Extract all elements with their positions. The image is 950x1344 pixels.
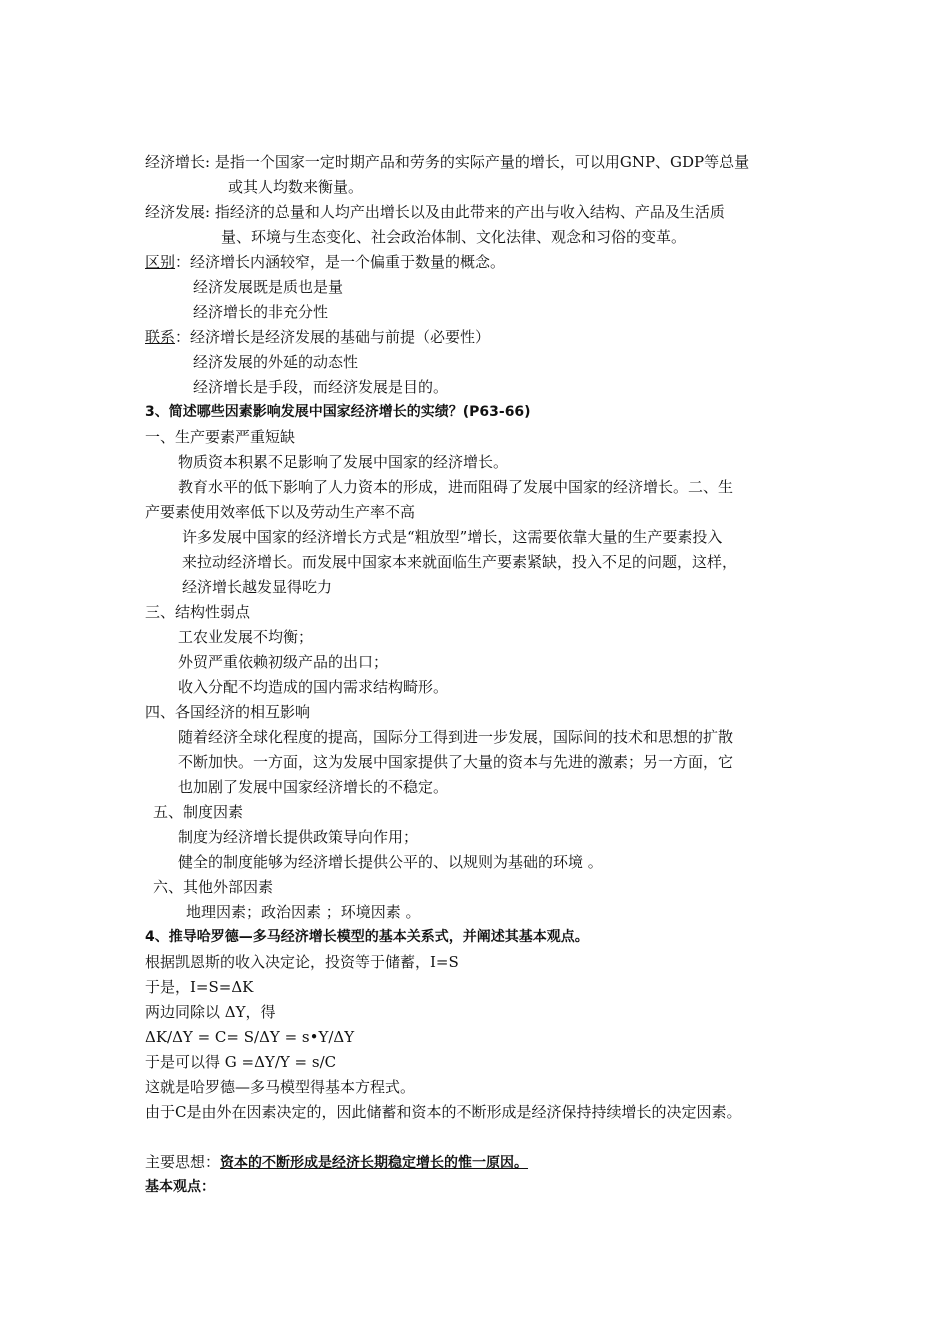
difference-item-1: 经济增长内涵较窄，是一个偏重于数量的概念。: [190, 253, 506, 271]
relation-colon: ：: [175, 328, 191, 346]
q3-section5-item-2: 健全的制度能够为经济增长提供公平的、以规则为基础的环境 。: [178, 853, 603, 871]
q3-section5-heading: 五、制度因素: [153, 803, 244, 821]
relation-item-3: 经济增长是手段，而经济发展是目的。: [193, 378, 449, 396]
q3-section1-para2-line2: 产要素使用效率低下以及劳动生产率不高: [145, 503, 416, 521]
q4-growth-formula-line: 于是可以得 G =ΔY/Y = s/C: [145, 1053, 337, 1071]
relation-label: 联系: [145, 328, 176, 346]
q3-section3-item-2: 外贸严重依赖初级产品的出口；: [178, 653, 389, 671]
development-text-1: 指经济的总量和人均产出增长以及由此带来的产出与收入结构、产品及生活质: [214, 203, 725, 221]
difference-item-3: 经济增长的非充分性: [193, 303, 329, 321]
q4-line-2: 于是，I=S=ΔK: [145, 978, 254, 996]
growth-label: 经济增长:: [145, 153, 211, 171]
q3-section1-heading: 一、生产要素严重短缺: [145, 428, 296, 446]
q3-section3-heading: 三、结构性弱点: [145, 603, 251, 621]
relation-item-2: 经济发展的外延的动态性: [193, 353, 359, 371]
q3-section6-item: 地理因素；政治因素 ；环境因素 。: [186, 903, 421, 921]
q3-section5-item-1: 制度为经济增长提供政策导向作用；: [178, 828, 419, 846]
difference-label: 区别: [145, 253, 176, 271]
development-definition-line2: 量、环境与生态变化、社会政治体制、文化法律、观念和习俗的变革。: [221, 228, 687, 246]
q4-formula-line: ΔK/ΔY = C= S/ΔY = s•Y/ΔY: [145, 1028, 355, 1046]
q4-main-idea: [145, 1150, 528, 1174]
relation-line1: [145, 325, 490, 349]
development-label: 经济发展:: [145, 203, 211, 221]
difference-colon: ：: [175, 253, 191, 271]
q3-title: 3、简述哪些因素影响发展中国家经济增长的实绩？(P63-66): [145, 404, 531, 420]
q3-section4-line3: 也加剧了发展中国家经济增长的不稳定。: [178, 778, 449, 796]
development-definition-line1: [145, 200, 725, 224]
main-idea-text: 资本的不断形成是经济长期稳定增长的惟一原因。: [220, 1155, 529, 1171]
q4-basic-view-heading: 基本观点：: [145, 1179, 215, 1195]
q3-section1-para1: 物质资本积累不足影响了发展中国家的经济增长。: [178, 453, 509, 471]
q3-section6-heading: 六、其他外部因素: [153, 878, 274, 896]
q3-section2-para-line3: 经济增长越发显得吃力: [182, 578, 333, 596]
q4-line-1: 根据凯恩斯的收入决定论，投资等于储蓄，I=S: [145, 953, 459, 971]
growth-text-1: 是指一个国家一定时期产品和劳务的实际产量的增长，可以用GNP、GDP等总量: [214, 153, 750, 171]
q4-line-6: 这就是哈罗德—多马模型得基本方程式。: [145, 1078, 416, 1096]
main-idea-label: 主要思想：: [145, 1153, 221, 1171]
q4-line-7: 由于C是由外在因素决定的，因此储蓄和资本的不断形成是经济保持持续增长的决定因素。: [145, 1103, 742, 1121]
q3-section4-line2: 不断加快。一方面，这为发展中国家提供了大量的资本与先进的激素；另一方面，它: [178, 753, 734, 771]
q3-section4-heading: 四、各国经济的相互影响: [145, 703, 311, 721]
q3-section1-para2-line1: 教育水平的低下影响了人力资本的形成，进而阻碍了发展中国家的经济增长。二、生: [178, 478, 734, 496]
q4-line-3: 两边同除以 ΔY，得: [145, 1003, 276, 1021]
q3-section2-para-line1: 许多发展中国家的经济增长方式是“粗放型”增长，这需要依靠大量的生产要素投入: [182, 528, 723, 546]
q4-title: 4、推导哈罗德—多马经济增长模型的基本关系式，并阐述其基本观点。: [145, 929, 589, 945]
relation-item-1: 经济增长是经济发展的基础与前提（必要性）: [190, 328, 491, 346]
q3-section3-item-3: 收入分配不均造成的国内需求结构畸形。: [178, 678, 449, 696]
growth-definition-line2: 或其人均数来衡量。: [228, 178, 364, 196]
q3-section3-item-1: 工农业发展不均衡；: [178, 628, 314, 646]
q3-section2-para-line2: 来拉动经济增长。而发展中国家本来就面临生产要素紧缺，投入不足的问题，这样，: [182, 553, 738, 571]
difference-item-2: 经济发展既是质也是量: [193, 278, 344, 296]
q3-section4-line1: 随着经济全球化程度的提高，国际分工得到进一步发展，国际间的技术和思想的扩散: [178, 728, 734, 746]
growth-definition-line1: [145, 150, 749, 174]
difference-line1: [145, 250, 505, 274]
